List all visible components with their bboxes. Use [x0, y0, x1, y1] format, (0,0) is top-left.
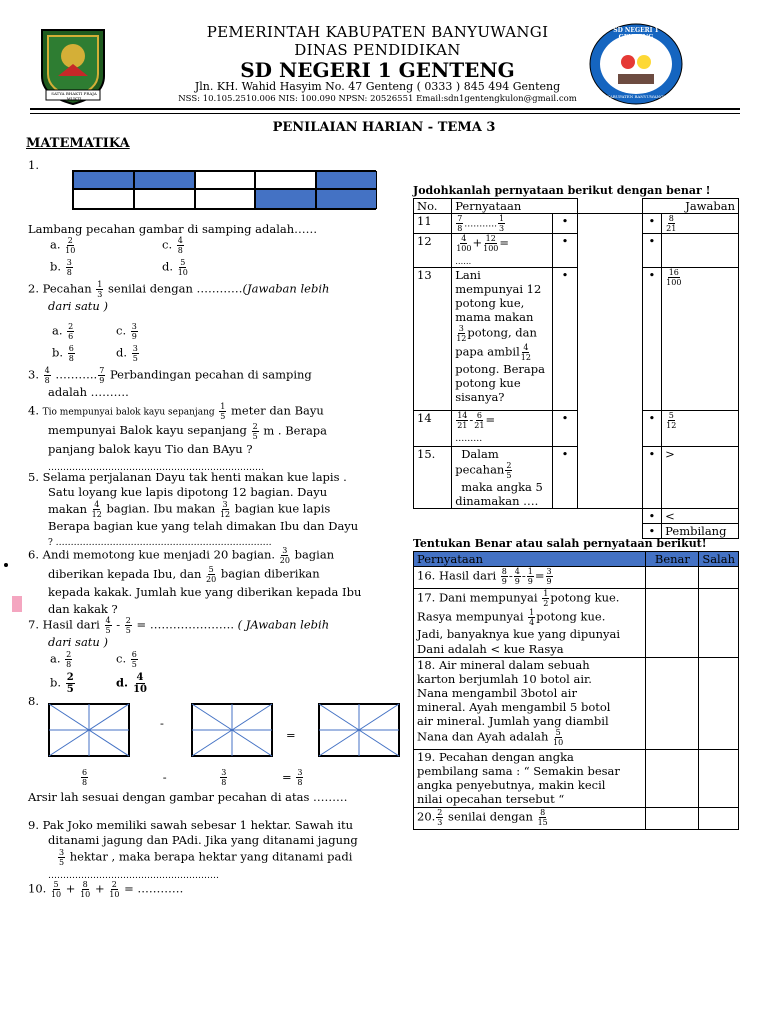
- bullet: •: [642, 268, 662, 411]
- row-no: 13: [414, 268, 452, 411]
- fraction: $\frac{5}{20}$: [206, 565, 217, 584]
- q1-fraction-bar: [72, 170, 376, 210]
- bullet: •: [642, 214, 662, 234]
- col-gap: [578, 199, 642, 214]
- salah-cell[interactable]: [699, 658, 739, 750]
- col-no: No.: [414, 199, 452, 214]
- header-rule: [30, 108, 740, 114]
- fraction: $\frac{4}{12}$: [520, 343, 531, 362]
- fraction: $\frac{5}{10}$: [553, 728, 564, 747]
- q5-text: 5. Selama perjalanan Dayu tak henti makan kue lapis . Satu loyang kue lapis dipotong 12 bagian. Dayu makan $\frac{4}{12}$ bagian. Ibu makan $\frac{3}{12}$ bagian kue lapis Berapa bagian kue yang telah dimakan Ibu dan Dayu ? ………………………………………………………………: [28, 470, 359, 548]
- q2-options: a. $\frac{2}{6}$ c. $\frac{3}{9}$ b. $\frac{6}{8}$ d. $\frac{3}{5}$: [52, 322, 138, 363]
- left-logo-text: SATYA BHAKTI PRAJA MUKTI: [51, 91, 97, 101]
- header-ids: NSS: 10.105.2510.006 NIS: 100.090 NPSN: 20526551 Email:sdn1gentengkulon@gmail.com: [178, 94, 577, 104]
- bar-cell: [316, 189, 377, 209]
- bar-cell: [255, 189, 316, 209]
- page-title: PENILAIAN HARIAN - TEMA 3: [272, 120, 496, 135]
- header-address: Jln. KH. Wahid Hasyim No. 47 Genteng ( 0333 ) 845 494 Genteng: [194, 80, 561, 93]
- fraction: $\frac{4}{8}$: [177, 236, 183, 255]
- answer: Pembilang: [662, 524, 739, 539]
- q3-text: 3. $\frac{4}{8}$ ……….. $\frac{7}{9}$ Perbandingan pecahan di samping adalah ……….: [28, 366, 312, 399]
- fraction: $\frac{4}{12}$: [91, 500, 102, 519]
- fraction: $\frac{3}{9}$: [546, 567, 552, 586]
- fraction: $\frac{5}{10}$: [177, 258, 188, 277]
- bullet: •: [552, 234, 578, 268]
- col-pernyataan: Pernyataan: [452, 199, 578, 214]
- fraction: $\frac{4}{9}$: [514, 567, 520, 586]
- q4-text: 4. Tio mempunyai balok kayu sepanjang $\frac{1}{5}$ meter dan Bayu mempunyai Balok kayu sepanjang $\frac{2}{5}$ m . Berapa panjang balok kayu Tio dan BAyu ? ………………………………………………………………: [28, 402, 328, 473]
- bar-cell: [195, 171, 256, 189]
- row-no: 14: [414, 411, 452, 447]
- bullet: •: [642, 411, 662, 447]
- answer: [662, 411, 739, 447]
- bullet: •: [642, 447, 662, 509]
- answer: [662, 268, 739, 411]
- q8-rect-3: [318, 703, 400, 757]
- fraction: $\frac{6}{8}$: [82, 768, 88, 787]
- row-statement: Dalam pecahan $\frac{2}{5}$ maka angka 5 dinamakan ….: [452, 447, 552, 509]
- bar-cell: [195, 189, 256, 209]
- bar-cell: [134, 171, 195, 189]
- row-no: 12: [414, 234, 452, 268]
- benar-cell[interactable]: [646, 567, 699, 589]
- q1-options: [50, 236, 250, 280]
- col-salah: Salah: [699, 552, 739, 567]
- fraction: $\frac{3}{12}$: [219, 500, 231, 519]
- row-statement: Lani mempunyai 12 potong kue, mama makan $\frac{3}{12}$ potong, dan papa ambil $\frac{4}{12}$ potong. Berapa potong kue sisanya?: [452, 268, 552, 411]
- subject-title: MATEMATIKA: [26, 136, 130, 151]
- q8-text: Arsir lah sesuai dengan gambar pecahan di atas ………: [28, 790, 348, 804]
- left-logo: [38, 26, 108, 106]
- q9-text: 9. Pak Joko memiliki sawah sebesar 1 hektar. Sawah itu ditanami jagung dan PAdi. Jika yang ditanami jagung $\frac{3}{5}$ hektar , maka berapa hektar yang ditanami padi …………………………………………………: [28, 818, 358, 881]
- q8-number: 8.: [28, 694, 39, 708]
- bullet: •: [552, 214, 578, 234]
- row-statement: $\frac{14}{21}$ - $\frac{6}{21}$ = ………: [452, 411, 552, 447]
- bullet: •: [642, 509, 662, 524]
- fraction: $\frac{1}{3}$: [499, 214, 505, 233]
- header-school: SD NEGERI 1 GENTENG: [240, 58, 515, 82]
- q7-text: 7. Hasil dari $\frac{4}{5}$ - $\frac{2}{5}$ = …………………. ( JAwaban lebih dari satu ): [28, 616, 330, 649]
- fraction: $\frac{2}{8}$: [66, 650, 72, 669]
- fraction: $\frac{5}{10}$: [50, 880, 62, 899]
- col-benar: Benar: [646, 552, 699, 567]
- right-logo-bottom-text: KABUPATEN BANYUWANGI: [607, 94, 665, 99]
- fraction: $\frac{1}{4}$: [529, 608, 535, 627]
- fraction: $\frac{5}{12}$: [666, 411, 677, 430]
- header-line1: PEMERINTAH KABUPATEN BANYUWANGI: [206, 23, 549, 41]
- opt-letter: a.: [50, 237, 61, 252]
- match-title: Jodohkanlah pernyataan berikut dengan benar !: [413, 184, 711, 197]
- fraction: $\frac{7}{9}$: [99, 366, 105, 385]
- benar-cell[interactable]: [646, 589, 699, 658]
- bar-cell: [73, 189, 134, 209]
- q1-text: Lambang pecahan gambar di samping adalah……: [28, 222, 318, 236]
- fraction: $\frac{2}{5}$: [506, 461, 512, 480]
- q6-text: 6. Andi memotong kue menjadi 20 bagian. $\frac{3}{20}$ bagian diberikan kepada Ibu, dan $\frac{5}{20}$ bagian diberikan kepada kakak. Jumlah kue yang diberikan kepada Ibu dan kakak ?: [28, 546, 362, 616]
- fraction: $\frac{2}{5}$: [66, 672, 74, 695]
- benar-cell[interactable]: [646, 808, 699, 830]
- q8-fractions: $\frac{6}{8}$ - $\frac{3}{8}$ = $\frac{3}{8}$: [82, 768, 303, 787]
- fraction: $\frac{3}{8}$: [297, 768, 303, 787]
- fraction: $\frac{8}{9}$: [501, 567, 507, 586]
- fraction: $\frac{1}{9}$: [527, 567, 533, 586]
- fraction: $\frac{3}{12}$: [456, 324, 467, 343]
- salah-cell[interactable]: [699, 750, 739, 808]
- answer: [662, 234, 739, 268]
- row-no: 15.: [414, 447, 452, 509]
- fraction: $\frac{2}{10}$: [109, 880, 120, 899]
- q7-options: a. $\frac{2}{8}$ c. $\frac{6}{5}$ b. $\frac{2}{5}$ d. $\frac{4}{10}$: [50, 650, 147, 695]
- salah-cell[interactable]: [699, 808, 739, 830]
- fraction: $\frac{3}{8}$: [221, 768, 227, 787]
- salah-cell[interactable]: [699, 567, 739, 589]
- answer: >: [662, 447, 739, 509]
- row-no: 11: [414, 214, 452, 234]
- q10-text: 10. $\frac{5}{10}$ + $\frac{8}{10}$ + $\frac{2}{10}$ = …………: [28, 880, 184, 899]
- opt-letter: d.: [162, 259, 174, 274]
- fraction: $\frac{8}{15}$: [537, 808, 548, 827]
- opt-letter: b.: [50, 259, 62, 274]
- fraction: $\frac{8}{10}$: [80, 880, 91, 899]
- pink-marker: [12, 596, 22, 612]
- fraction: $\frac{3}{9}$: [131, 322, 137, 341]
- fraction: $\frac{4}{10}$: [133, 672, 147, 695]
- fraction: $\frac{6}{5}$: [131, 650, 137, 669]
- fraction: $\frac{2}{10}$: [65, 236, 76, 255]
- benar-cell[interactable]: [646, 658, 699, 750]
- col-pernyataan: Pernyataan: [414, 552, 646, 567]
- q8-equals: =: [286, 728, 296, 742]
- fraction: $\frac{16}{100}$: [666, 268, 682, 287]
- fraction: $\frac{1}{3}$: [97, 280, 103, 299]
- bullet: •: [552, 268, 578, 411]
- bullet: •: [552, 411, 578, 447]
- fraction: $\frac{2}{3}$: [437, 808, 443, 827]
- tf-statement-18: 18. Air mineral dalam sebuah karton berjumlah 10 botol air. Nana mengambil 3botol air mineral. Ayah mengambil 5 botol air mineral. Jumlah yang diambil Nana dan Ayah adalah $\frac{5}{10}$: [414, 658, 646, 750]
- fraction: $\frac{7}{8}$: [457, 214, 463, 233]
- q1-number: 1.: [28, 158, 39, 172]
- q8-minus: -: [160, 716, 164, 730]
- fraction: $\frac{4}{100}$: [456, 234, 472, 253]
- fraction: $\frac{4}{5}$: [105, 616, 111, 635]
- bar-cell: [255, 171, 316, 189]
- bar-cell: [134, 189, 195, 209]
- fraction: $\frac{3}{5}$: [59, 848, 65, 867]
- fraction: $\frac{1}{5}$: [220, 402, 226, 421]
- fraction: $\frac{2}{5}$: [125, 616, 131, 635]
- fraction: $\frac{6}{21}$: [474, 411, 485, 430]
- margin-dot: [4, 563, 8, 567]
- q8-rect-1: [48, 703, 130, 757]
- col-jawaban: Jawaban: [642, 199, 738, 214]
- fraction: $\frac{6}{8}$: [68, 344, 74, 363]
- q2-text: 2. Pecahan $\frac{1}{3}$ senilai dengan …………(Jawaban lebih dari satu ): [28, 280, 330, 313]
- fraction: $\frac{2}{6}$: [68, 322, 74, 341]
- fraction: $\frac{3}{5}$: [132, 344, 138, 363]
- fraction: $\frac{3}{20}$: [279, 546, 290, 565]
- answer: <: [662, 509, 739, 524]
- salah-cell[interactable]: [699, 589, 739, 658]
- header-line2: DINAS PENDIDIKAN: [294, 41, 461, 59]
- fraction: $\frac{2}{5}$: [252, 421, 258, 441]
- bullet: •: [642, 234, 662, 268]
- fraction: $\frac{3}{8}$: [66, 258, 72, 277]
- tf-statement-20: 20. $\frac{2}{3}$ senilai dengan $\frac{8}{15}$: [414, 808, 646, 830]
- answer: [662, 214, 739, 234]
- tf-title: Tentukan Benar atau salah pernyataan berikut!: [413, 537, 707, 550]
- bar-cell: [73, 171, 134, 189]
- bullet: •: [642, 524, 662, 539]
- fraction: $\frac{4}{8}$: [44, 366, 50, 385]
- right-logo-top-text: SD NEGERI 1 GENTENG: [613, 27, 659, 41]
- bullet: •: [552, 447, 578, 509]
- tf-statement-17: 17. Dani mempunyai $\frac{1}{2}$ potong kue. Rasya mempunyai $\frac{1}{4}$ potong kue. Jadi, banyaknya kue yang dipunyai Dani adalah < kue Rasya: [414, 589, 646, 658]
- fraction: $\frac{12}{100}$: [483, 234, 499, 253]
- opt-letter: c.: [162, 237, 173, 252]
- bar-cell: [316, 171, 377, 189]
- tf-statement-19: 19. Pecahan dengan angka pembilang sama : “ Semakin besar angka penyebutnya, makin kecil nilai opecahan tersebut “: [414, 750, 646, 808]
- benar-cell[interactable]: [646, 750, 699, 808]
- tf-statement-16: 16. Hasil dari $\frac{8}{9}$ - $\frac{4}{9}$ - $\frac{1}{9}$ = $\frac{3}{9}$: [414, 567, 646, 589]
- q8-rect-2: [191, 703, 273, 757]
- fraction: $\frac{1}{2}$: [543, 589, 549, 608]
- match-table: [413, 198, 739, 539]
- row-statement: $\frac{4}{100}$ + $\frac{12}{100}$ = ……: [452, 234, 552, 268]
- fraction: $\frac{14}{21}$: [457, 411, 468, 430]
- fraction: $\frac{8}{21}$: [666, 214, 677, 233]
- tf-table: [413, 551, 739, 830]
- row-statement: $\frac{7}{8}$ ……….. $\frac{1}{3}$: [452, 214, 552, 234]
